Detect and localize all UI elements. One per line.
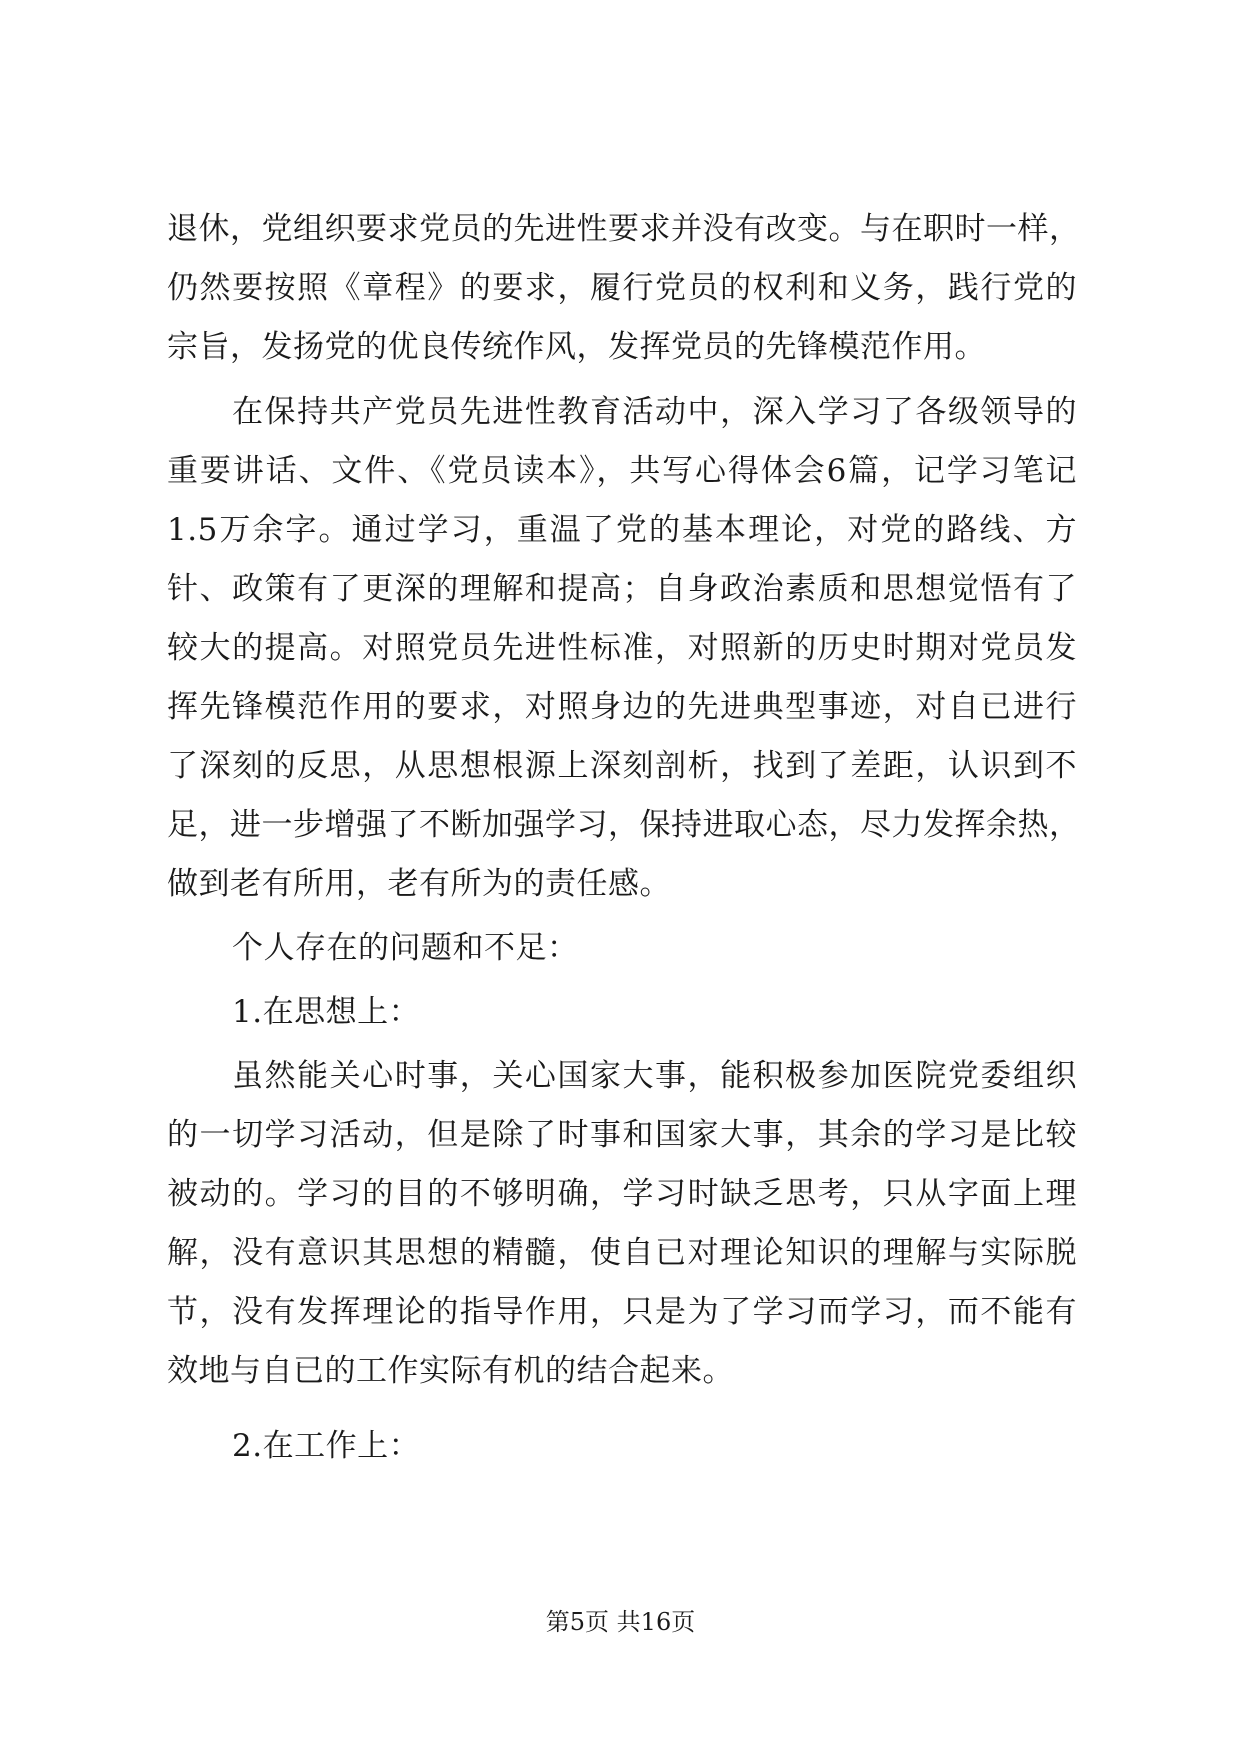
subsection-heading: 2.在工作上： xyxy=(232,1428,421,1464)
body-text-line: 被动的。学习的目的不够明确，学习时缺乏思考，只从字面上理 xyxy=(167,1176,1077,1212)
body-text-line: 退休，党组织要求党员的先进性要求并没有改变。与在职时一样， xyxy=(167,211,1081,247)
body-text-line: 较大的提高。对照党员先进性标准，对照新的历史时期对党员发 xyxy=(167,630,1077,666)
body-text-line: 做到老有所用，老有所为的责任感。 xyxy=(167,866,671,902)
body-text-line: 重要讲话、文件、《党员读本》，共写心得体会6篇，记学习笔记 xyxy=(167,453,1077,489)
section-heading: 个人存在的问题和不足： xyxy=(232,930,579,966)
body-text-line: 足，进一步增强了不断加强学习，保持进取心态，尽力发挥余热， xyxy=(167,807,1081,843)
body-text-line: 挥先锋模范作用的要求，对照身边的先进典型事迹，对自已进行 xyxy=(167,689,1077,725)
body-text-line: 针、政策有了更深的理解和提高；自身政治素质和思想觉悟有了 xyxy=(167,571,1077,607)
body-text-line: 了深刻的反思，从思想根源上深刻剖析，找到了差距，认识到不 xyxy=(167,748,1077,784)
body-text-line: 仍然要按照《章程》的要求，履行党员的权利和义务，践行党的 xyxy=(167,270,1077,306)
body-text-line: 宗旨，发扬党的优良传统作风，发挥党员的先锋模范作用。 xyxy=(167,329,986,365)
body-text-line: 1.5万余字。通过学习，重温了党的基本理论，对党的路线、方 xyxy=(167,512,1077,548)
body-text-line: 效地与自已的工作实际有机的结合起来。 xyxy=(167,1353,734,1389)
body-text-line: 在保持共产党员先进性教育活动中，深入学习了各级领导的 xyxy=(232,394,1077,430)
page-number-footer: 第5页 共16页 xyxy=(545,1608,696,1636)
body-text-line: 解，没有意识其思想的精髓，使自已对理论知识的理解与实际脱 xyxy=(167,1235,1077,1271)
subsection-heading: 1.在思想上： xyxy=(232,994,421,1030)
body-text-line: 虽然能关心时事，关心国家大事，能积极参加医院党委组织 xyxy=(232,1058,1077,1094)
body-text-line: 节，没有发挥理论的指导作用，只是为了学习而学习，而不能有 xyxy=(167,1294,1077,1330)
body-text-line: 的一切学习活动，但是除了时事和国家大事，其余的学习是比较 xyxy=(167,1117,1077,1153)
